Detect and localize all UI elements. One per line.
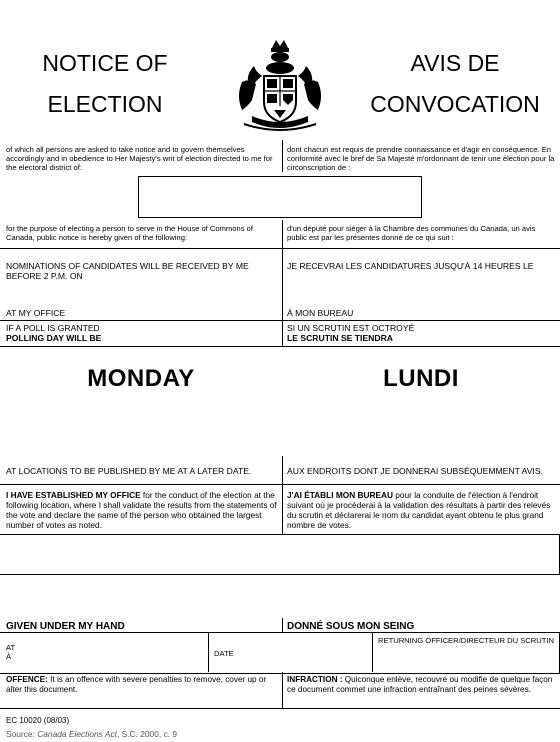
divider <box>208 632 209 672</box>
coat-of-arms-icon <box>234 36 326 134</box>
offence-text-fr: Quiconque enlève, recouvre ou modifie de quelque façon ce document commet une infraction entraînant des peines sévères. <box>287 675 553 694</box>
office-block-fr-bold: J'AI ÉTABLI MON BUREAU <box>287 490 393 500</box>
divider <box>282 220 283 248</box>
office-block-en-text: for the conduct of the election at the following location, where I shall validate the results from the statements of the vote and declare the name of the person who obtained the largest number of votes as noted. <box>6 490 277 530</box>
returning-officer-field[interactable]: RETURNING OFFICER/DIRECTEUR DU SCRUTIN <box>378 636 554 645</box>
divider <box>282 320 283 346</box>
office-address-field[interactable] <box>0 534 560 575</box>
poll-day-fr: LE SCRUTIN SE TIENDRA <box>287 333 393 343</box>
locations-fr: AUX ENDROITS DONT JE DONNERAI SUBSÉQUEMMENT AVIS. <box>287 466 543 476</box>
office-label-fr: À MON BUREAU <box>287 308 354 318</box>
locations-en: AT LOCATIONS TO BE PUBLISHED BY ME AT A LATER DATE. <box>6 466 252 476</box>
polling-day-en: MONDAY <box>87 365 195 392</box>
rule <box>0 248 560 249</box>
given-en: GIVEN UNDER MY HAND <box>6 621 125 632</box>
source-line <box>6 729 177 739</box>
divider <box>282 140 283 172</box>
date-field[interactable]: DATE <box>214 649 234 658</box>
divider <box>282 456 283 484</box>
office-block-fr-text: pour la conduite de l'élection à l'endroit suivant où je procéderai à la validation des résultats à partir des relevés du scrutin et déclarerai le nom du candidat ayant obtenu le plus grand nombre de votes. <box>287 490 551 530</box>
at-field[interactable] <box>6 643 15 661</box>
title-en <box>10 50 200 118</box>
at-label-en: AT <box>6 643 16 652</box>
offence-label-en: OFFENCE: <box>6 675 48 684</box>
given-fr: DONNÉ SOUS MON SEING <box>287 621 415 632</box>
offence-label-fr: INFRACTION : <box>287 675 343 684</box>
electoral-district-field[interactable] <box>138 176 422 218</box>
source-prefix: Source: <box>6 729 38 739</box>
source-suffix: , S.C. 2000, c. 9 <box>116 729 178 739</box>
title-fr-line2: CONVOCATION <box>370 91 540 117</box>
office-block-fr <box>287 490 555 530</box>
at-label-fr: À <box>6 652 12 661</box>
nominations-en: NOMINATIONS OF CANDIDATES WILL BE RECEIVED BY ME BEFORE 2 P.M. ON <box>6 261 249 281</box>
divider <box>282 248 283 320</box>
purpose-fr: d'un député pour siéger à la Chambre des communes du Canada, un avis public est par les présentes donné de ce qui suit : <box>287 224 536 242</box>
title-en-line1: NOTICE OF <box>42 50 168 76</box>
office-block-en <box>6 490 278 530</box>
intro-en: of which all persons are asked to take notice and to govern themselves accordingly and in obedience to Her Majesty's writ of election directed to me for the electoral district of: <box>6 145 273 172</box>
poll-granted-fr: SI UN SCRUTIN EST OCTROYÉ <box>287 323 415 333</box>
offence-fr <box>287 675 555 695</box>
polling-day-fr: LUNDI <box>383 365 459 392</box>
title-fr <box>350 50 560 118</box>
rule <box>0 708 560 709</box>
poll-day-en: POLLING DAY WILL BE <box>6 333 102 343</box>
poll-granted-en: IF A POLL IS GRANTED <box>6 323 100 333</box>
office-block-en-bold: I HAVE ESTABLISHED MY OFFICE <box>6 490 141 500</box>
rule <box>0 320 560 321</box>
divider <box>282 672 283 708</box>
intro-fr: dont chacun est requis de prendre connaissance et d'agir en conséquence. En conformité avec le bref de Sa Majesté m'ordonnant de tenir une élection pour la circonscription de : <box>287 145 555 172</box>
offence-text-en: It is an offence with severe penalties to remove, cover up or alter this document. <box>6 675 267 694</box>
title-fr-line1: AVIS DE <box>410 50 500 76</box>
title-en-line2: ELECTION <box>47 91 163 117</box>
divider <box>282 618 283 632</box>
offence-en <box>6 675 278 695</box>
divider <box>372 632 373 672</box>
divider <box>282 484 283 534</box>
form-code: EC 10020 (08/03) <box>6 716 70 725</box>
nominations-fr: JE RECEVRAI LES CANDIDATURES JUSQU'À 14 HEURES LE <box>287 261 534 271</box>
office-label-en: AT MY OFFICE <box>6 308 66 318</box>
rule <box>0 346 560 347</box>
rule <box>0 484 560 485</box>
source-act: Canada Elections Act <box>37 729 117 739</box>
purpose-en: for the purpose of electing a person to serve in the House of Commons of Canada, public notice is hereby given of the following: <box>6 224 253 242</box>
